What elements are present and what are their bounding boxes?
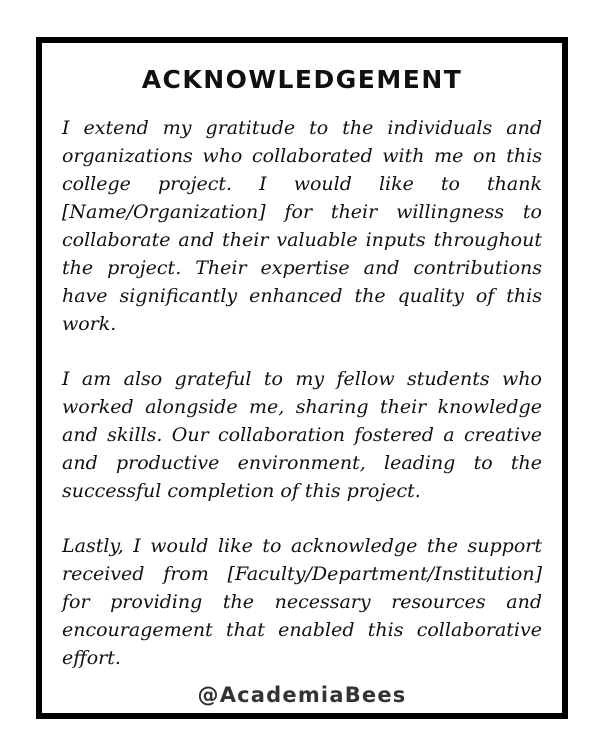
acknowledgement-frame [36, 37, 568, 719]
paragraph-fellow-students: I am also grateful to my fellow students who worked alongside me, sharing their knowledge and skills. Our collaboration fostered a creative and productive environment, leading to the successful completion of this project. [62, 368, 542, 502]
paragraph-institution-support: Lastly, I would like to acknowledge the support received from [Faculty/Department/Institution] for providing the necessary resources and encouragement that enabled this collaborative effort. [62, 535, 542, 669]
acknowledgement-body [62, 114, 542, 672]
footer-handle: @AcademiaBees [197, 683, 407, 707]
paragraph-gratitude: I extend my gratitude to the individuals and organizations who collaborated with me on this college project. I would like to thank [Name/Organization] for their willingness to collaborate and their valuable inputs throughout the project. Their expertise and contributions have significantly enhanced the quality of this work. [62, 117, 542, 335]
page-title: ACKNOWLEDGEMENT [141, 65, 463, 94]
